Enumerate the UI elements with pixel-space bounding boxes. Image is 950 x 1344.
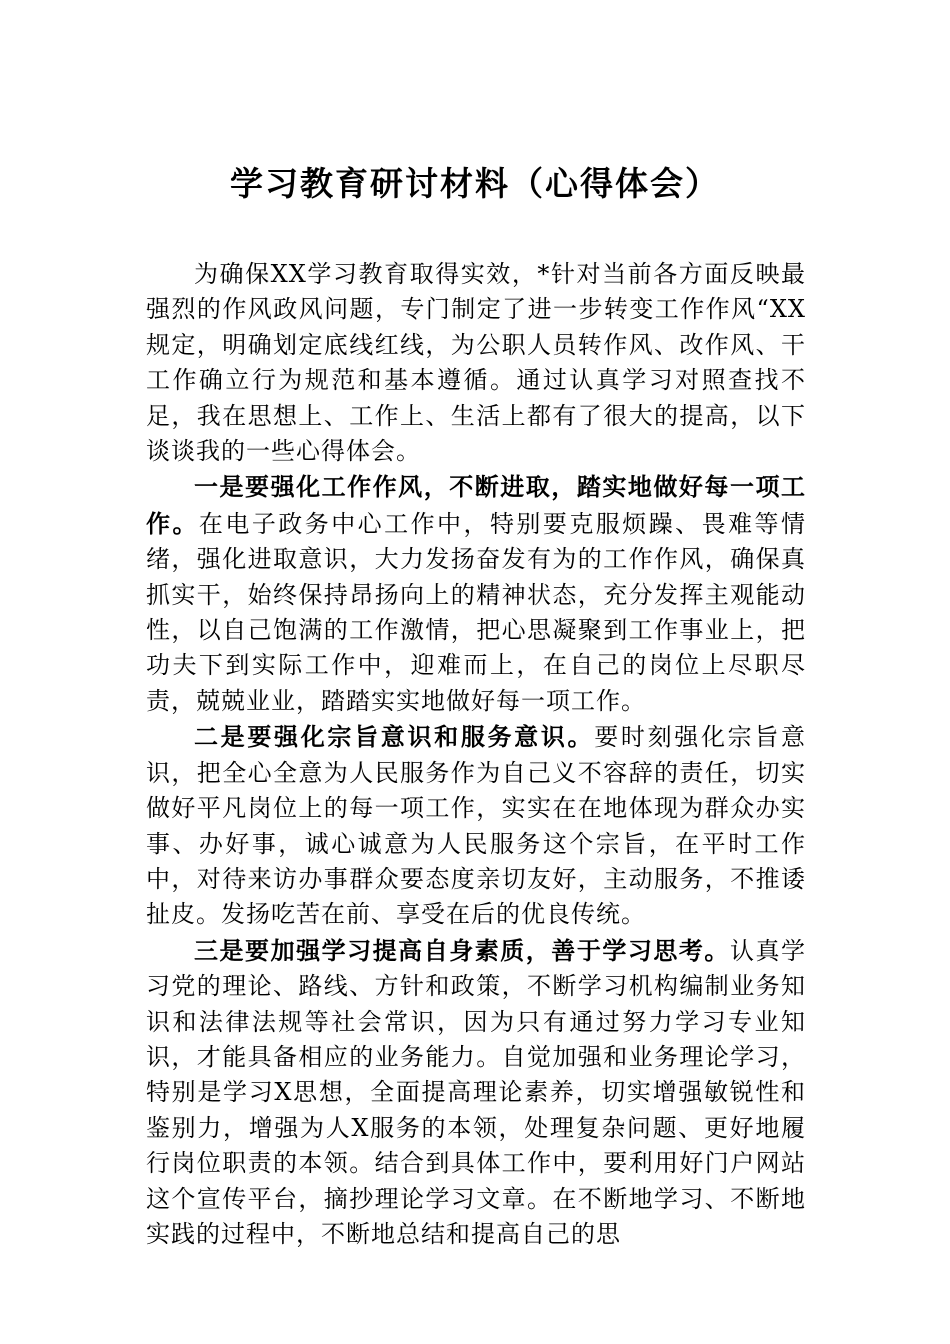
paragraph-point-one: [146, 469, 806, 719]
paragraph-intro: [146, 256, 806, 469]
paragraph-lead: 二是要强化宗旨意识和服务意识。: [194, 722, 595, 752]
paragraph-lead: 一是要强化工作作风，不断进取，踏实地做好每一项工作。: [146, 472, 806, 538]
paragraph-point-two: [146, 719, 806, 932]
paragraph-text: 要时刻强化宗旨意识，把全心全意为人民服务作为自己义不容辞的责任，切实做好平凡岗位上的每一项工作，实实在在地体现为群众办实事、办好事，诚心诚意为人民服务这个宗旨，在平时工作中，对待来访办事群众要态度亲切友好，主动服务，不推诿扯皮。发扬吃苦在前、享受在后的优良传统。: [146, 723, 807, 929]
paragraph-text: 为确保XX学习教育取得实效，*针对当前各方面反映最强烈的作风政风问题，专门制定了进一步转变工作作风“XX规定，明确划定底线红线，为公职人员转作风、改作风、干工作确立行为规范和基本遵循。通过认真学习对照查找不足，我在思想上、工作上、生活上都有了很大的提高，以下谈谈我的一些心得体会。: [146, 260, 806, 466]
paragraph-text: 认真学习党的理论、路线、方针和政策，不断学习机构编制业务知识和法律法规等社会常识，因为只有通过努力学习专业知识，才能具备相应的业务能力。自觉加强和业务理论学习，特别是学习X思想，全面提高理论素养，切实增强敏锐性和鉴别力，增强为人X服务的本领，处理复杂问题、更好地履行岗位职责的本领。结合到具体工作中，要利用好门户网站这个宣传平台，摘抄理论学习文章。在不断地学习、不断地实践的过程中，不断地总结和提高自己的思: [146, 936, 807, 1248]
paragraph-point-three: [146, 933, 806, 1253]
document-body: [146, 256, 806, 1252]
paragraph-lead: 三是要加强学习提高自身素质，善于学习思考。: [194, 935, 730, 965]
document-title: 学习教育研讨材料（心得体会）: [230, 164, 720, 203]
paragraph-text: 在电子政务中心工作中，特别要克服烦躁、畏难等情绪，强化进取意识，大力发扬奋发有为的工作作风，确保真抓实干，始终保持昂扬向上的精神状态，充分发挥主观能动性，以自己饱满的工作激情，把心思凝聚到工作事业上，把功夫下到实际工作中，迎难而上，在自己的岗位上尽职尽责，兢兢业业，踏踏实实地做好每一项工作。: [146, 509, 807, 715]
